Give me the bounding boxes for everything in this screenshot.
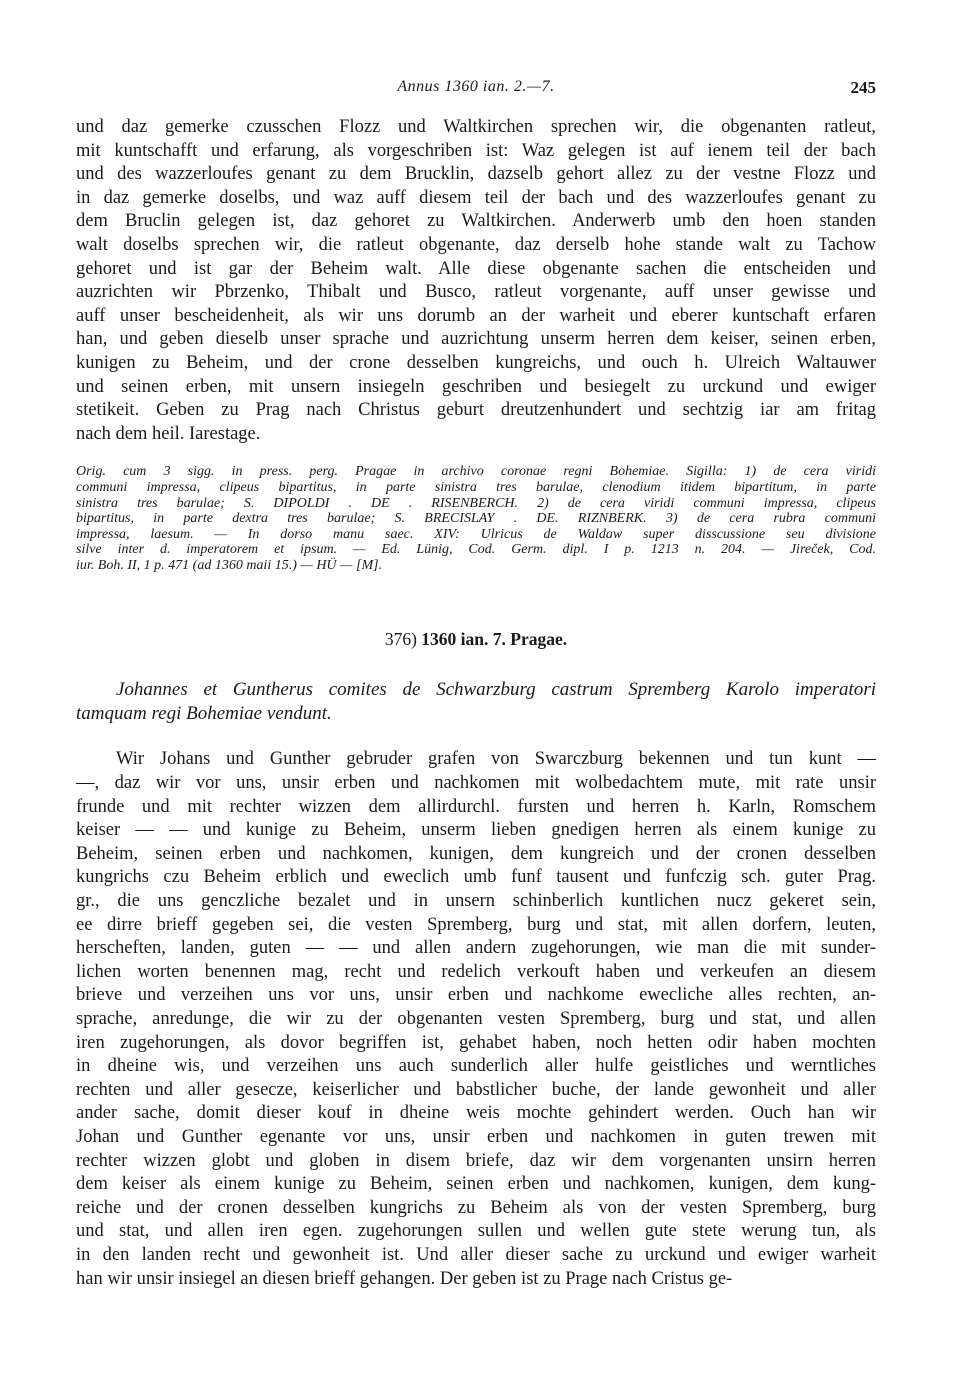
text-line: iren zugehorungen, als dovor begriffen ist, gehabet haben, noch hetten odir haben mochten	[76, 1032, 876, 1053]
text-line: mit kuntschafft und erfarung, als vorgeschriben ist: Waz gelegen ist auf ienem teil der bach	[76, 140, 876, 161]
document-date: 1360 ian. 7.	[421, 629, 506, 650]
editorial-notes	[76, 464, 876, 573]
text-line: lichen worten benennen mag, recht und redelich verkouft haben und verkeufen an diesem	[76, 961, 876, 982]
note-line: silve inter d. imperatorem et ipsum. — Ed. Lünig, Cod. Germ. dipl. I p. 1213 n. 204. — Jireček, Cod.	[76, 542, 876, 558]
text-line: brieve und verzeihen uns vor uns, unsir erben und nachkome ewecliche alles rechten, an-	[76, 985, 876, 1006]
text-line: sprache, anredunge, die wir zu der obgenanten vesten Spremberg, burg und stat, und allen	[76, 1009, 876, 1029]
note-line: iur. Boh. II, 1 p. 471 (ad 1360 maii 15.) — HÜ — [M].	[76, 557, 383, 573]
text-line: und seinen erben, mit unsern insiegeln geschriben und besiegelt zu urckund und ewiger	[76, 376, 876, 397]
text-line: —, daz wir vor uns, unsir erben und nachkomen mit wolbedachtem mute, mit rate unsir	[76, 773, 876, 794]
text-line: gr., die uns genczliche bezalet und in unsern schinberlich kuntlichen nucz gekeret sein,	[76, 891, 876, 912]
text-line: und stat, und allen iren egen. zugehorungen sullen und wellen gute stete werung tun, als	[76, 1221, 876, 1242]
text-line: han wir unsir insiegel an diesen brieff gehangen. Der geben ist zu Prage nach Cristus ge-	[76, 1268, 733, 1289]
text-line: dem Bruclin gelegen ist, daz gehoret zu Waltkirchen. Anderwerb umb den hoen standen	[76, 211, 876, 232]
page-number: 245	[850, 78, 876, 97]
text-line: walt doselbs sprechen wir, die ratleut obgenante, daz derselb hohe stande walt zu Tachow	[76, 234, 876, 255]
document-place: Pragae.	[510, 629, 568, 650]
note-line: impressa, laesum. — In dorso manu saec. XIV: Ulricus de Waldaw super disscussione seu divisione	[76, 526, 876, 542]
text-line: reiche und der cronen desselben kungrichs zu Beheim als von der vesten Spremberg, burg	[76, 1197, 876, 1218]
page-header	[76, 78, 876, 106]
text-line: stetikeit. Geben zu Prag nach Christus geburt dreutzenhundert und sechtzig iar am fritag	[76, 400, 876, 421]
text-line: in daz gemerke doselbs, und waz auff diesem teil der bach und des wazzerloufes genant zu	[76, 187, 876, 208]
note-line: communi impressa, clipeus bipartitus, in parte sinistra tres barulae, clenodium itidem bipartitum, in parte	[76, 479, 876, 495]
text-line: herscheften, landen, guten — — und allen andern zugehorungen, wie man die mit sunder-	[76, 938, 876, 959]
text-line: keiser — — und kunige zu Beheim, unserm lieben gnedigen herren als einem kunige zu	[76, 820, 876, 841]
regest-summary	[76, 678, 876, 726]
text-line: auzrichten wir Pbrzenko, Thibalt und Busco, ratleut vorgenante, auff unser gewisse und	[76, 282, 876, 303]
text-line: auff unser bescheidenheit, als wir uns dorumb an der warheit und eberer kuntschaft erfaren	[76, 305, 876, 326]
text-line: frunde und mit rechter wizzen dem allirdurchl. fursten und herren h. Karln, Romschem	[76, 796, 876, 817]
document-page	[76, 78, 876, 1291]
text-line: tamquam regi Bohemiae vendunt.	[76, 703, 332, 725]
document-number: 376)	[384, 629, 417, 650]
text-line: Johannes et Guntherus comites de Schwarzburg castrum Spremberg Karolo imperatori	[116, 679, 876, 701]
note-line: bipartitus, in parte dextra tres barulae; S. BRECISLAY . DE. RIZNBERK. 3) de cera rubra communi	[76, 511, 876, 527]
text-line: kunigen zu Beheim, und der crone desselben kungreichs, und ouch h. Ulreich Waltauwer	[76, 352, 876, 373]
note-line: sinistra tres barulae; S. DIPOLDI . DE . RISENBERCH. 2) de cera viridi communi impressa, clipeus	[76, 495, 876, 511]
text-line: han, und geben dieselb unser sprache und auzrichtung unserm herren dem keiser, seinen erben,	[76, 329, 876, 350]
text-line: gehoret und ist gar der Beheim walt. Alle diese obgenante sachen die entscheiden und	[76, 258, 876, 279]
text-line: ander sache, domit dieser kouf in dheine weis mochte gehindert werden. Ouch han wir	[76, 1103, 876, 1124]
text-line: dem keiser als einem kunige zu Beheim, seinen erben und nachkomen, kunigen, dem kung-	[76, 1174, 876, 1195]
text-line: rechten und aller gesecze, keiserlicher und babstlicher buche, der lande gewonheit und aller	[76, 1079, 876, 1100]
text-line: Johan und Gunther egenante vor uns, unsir erben und nachkomen in guten trewen mit	[76, 1126, 876, 1147]
previous-document-text	[76, 116, 876, 446]
text-line: und daz gemerke czusschen Flozz und Waltkirchen sprechen wir, die obgenanten ratleut,	[76, 117, 876, 137]
running-title: Annus 1360 ian. 2.—7.	[397, 78, 555, 95]
text-line: Beheim, seinen erben und nachkomen, kunigen, dem kungreich und der cronen desselben	[76, 843, 876, 864]
document-heading	[76, 629, 876, 650]
text-line: und des wazzerloufes genant zu dem Brucklin, dazselb gehort allez zu der vestne Flozz und	[76, 164, 876, 185]
text-line: kungrichs czu Beheim erblich und eweclich umb funf tausent und funfczig sch. guter Prag.	[76, 867, 876, 888]
note-line: Orig. cum 3 sigg. in press. perg. Pragae in archivo coronae regni Bohemiae. Sigilla: 1) de cera viridi	[76, 464, 876, 480]
text-line: ee dirre brieff gegeben sei, die vesten Spremberg, burg und stat, mit allen dorfern, leuten,	[76, 914, 876, 935]
text-line: in dheine wis, und verzeihen uns auch sunderlich aller hulfe geistliches und werntliches	[76, 1056, 876, 1077]
text-line: rechter wizzen globt und globen in disem briefe, daz wir dem vorgenanten unsirn herren	[76, 1150, 876, 1171]
document-body-text	[76, 748, 876, 1291]
text-line: Wir Johans und Gunther gebruder grafen von Swarczburg bekennen und tun kunt —	[116, 749, 876, 770]
text-line: in den landen recht und gewonheit ist. Und aller dieser sache zu urckund und ewiger warheit	[76, 1244, 876, 1265]
text-line: nach dem heil. Iarestage.	[76, 423, 261, 444]
